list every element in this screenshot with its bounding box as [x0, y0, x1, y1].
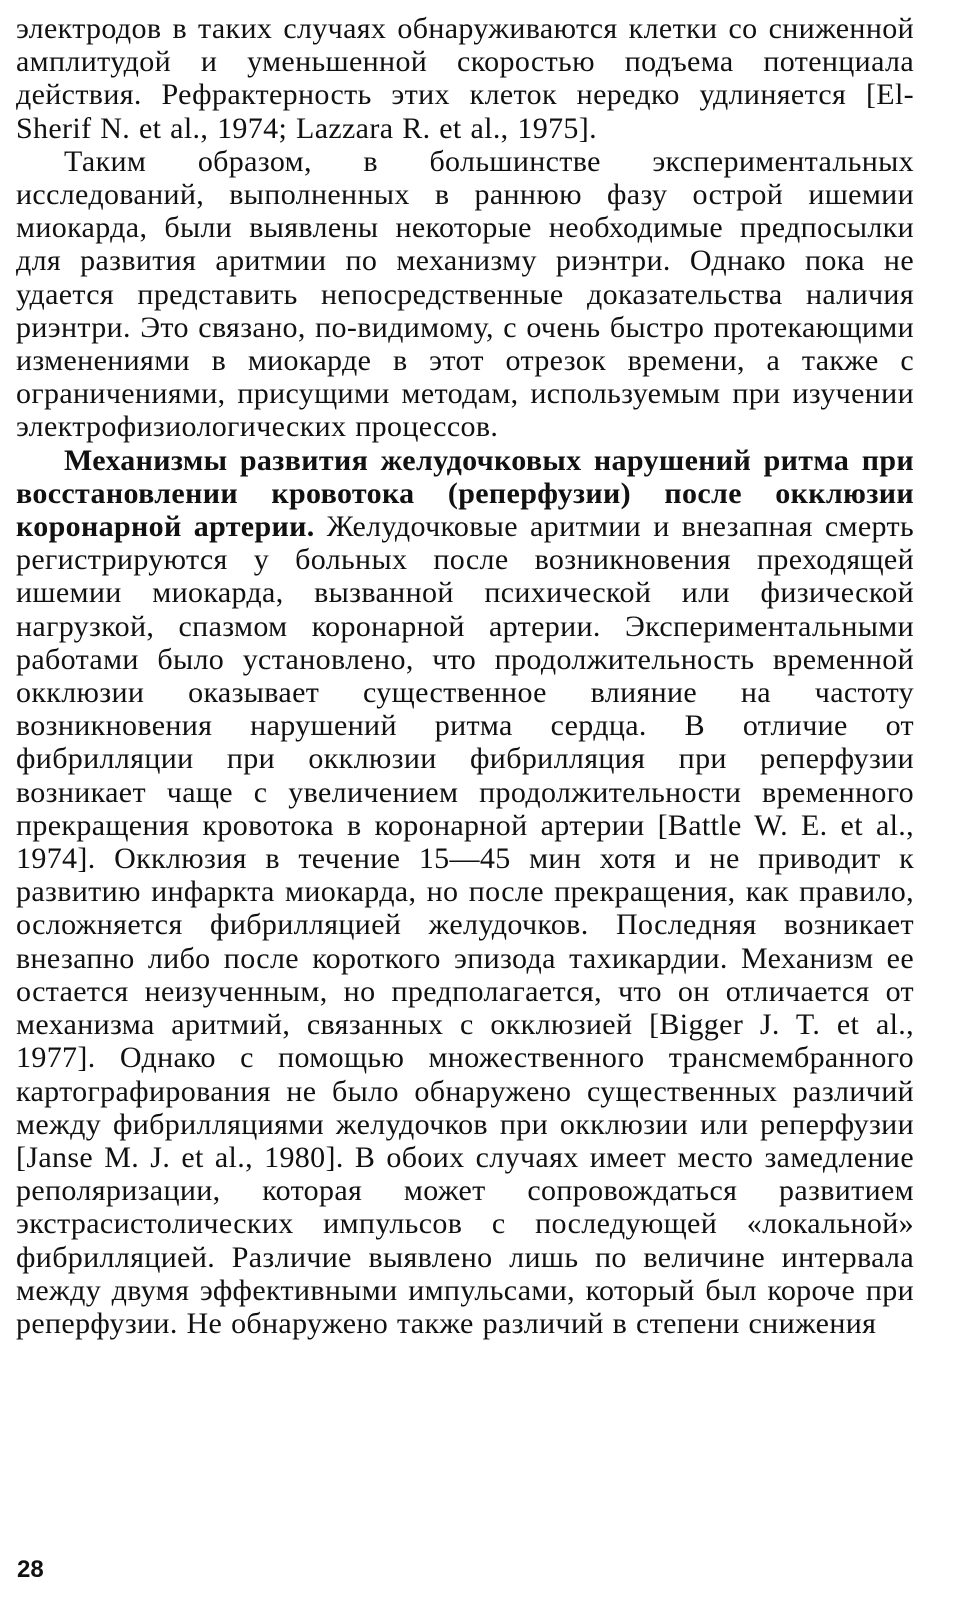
paragraph-summary [16, 145, 914, 444]
paragraph-reperfusion [16, 444, 914, 1340]
paragraph-text: Таким образом, в большинстве экспериментальных исследований, выполненных в раннюю фазу острой ишемии миокарда, были выявлены некоторые необходимые предпосылки для развития аритмии по механизму риэнтри. Однако пока не удается представить непосредственные доказательства наличия риэнтри. Это связано, по-видимому, с очень быстро протекающими изменениями в миокарде в этот отрезок времени, а также с ограничениями, присущими методам, используемым при изучении электрофизиологических процессов. [16, 144, 914, 444]
body-text [16, 12, 914, 1340]
paragraph-text: Желудочковые аритмии и внезапная смерть регистрируются у больных после возникновения преходящей ишемии миокарда, вызванной психической или физической нагрузкой, спазмом коронарной артерии. Экспериментальными работами было установлено, что продолжительность временной окклюзии оказывает существенное влияние на частоту возникновения нарушений ритма сердца. В отличие от фибрилляции при окклюзии фибрилляция при реперфузии возникает чаще с увеличением продолжительности временного прекращения кровотока в коронарной артерии [Battle W. E. et al., 1974]. Окклюзия в течение 15—45 мин хотя и не приводит к развитию инфаркта миокарда, но после прекращения, как правило, осложняется фибрилляцией желудочков. Последняя возникает внезапно либо после короткого эпизода тахикардии. Механизм ее остается неизученным, но предполагается, что он отличается от механизма аритмий, связанных с окклюзией [Bigger J. T. et al., 1977]. Однако с помощью множественного трансмембранного картографирования не было обнаружено существенных различий между фибрилляциями желудочков при окклюзии или реперфузии [Janse M. J. et al., 1980]. В обоих случаях имеет место замедление реполяризации, которая может сопровождаться развитием экстрасистолических импульсов с последующей «локальной» фибрилляцией. Различие выявлено лишь по величине интервала между двумя эффективными импульсами, который был короче при реперфузии. Не обнаружено также различий в степени снижения [16, 510, 914, 1340]
paragraph-text: электродов в таких случаях обнаруживаются клетки со сниженной амплитудой и уменьшенной скоростью подъема потенциала действия. Рефрактерность этих клеток нередко удлиняется [El-Sherif N. et al., 1974; Lazzara R. et al., 1975]. [16, 12, 914, 145]
page-number: 28 [17, 1556, 44, 1583]
section-run-in-heading: Механизмы развития желудочковых нарушений ритма при восстановлении кровотока (реперфузии) после окклюзии коронарной артерии. [16, 443, 914, 544]
paragraph-continuation [16, 12, 914, 145]
